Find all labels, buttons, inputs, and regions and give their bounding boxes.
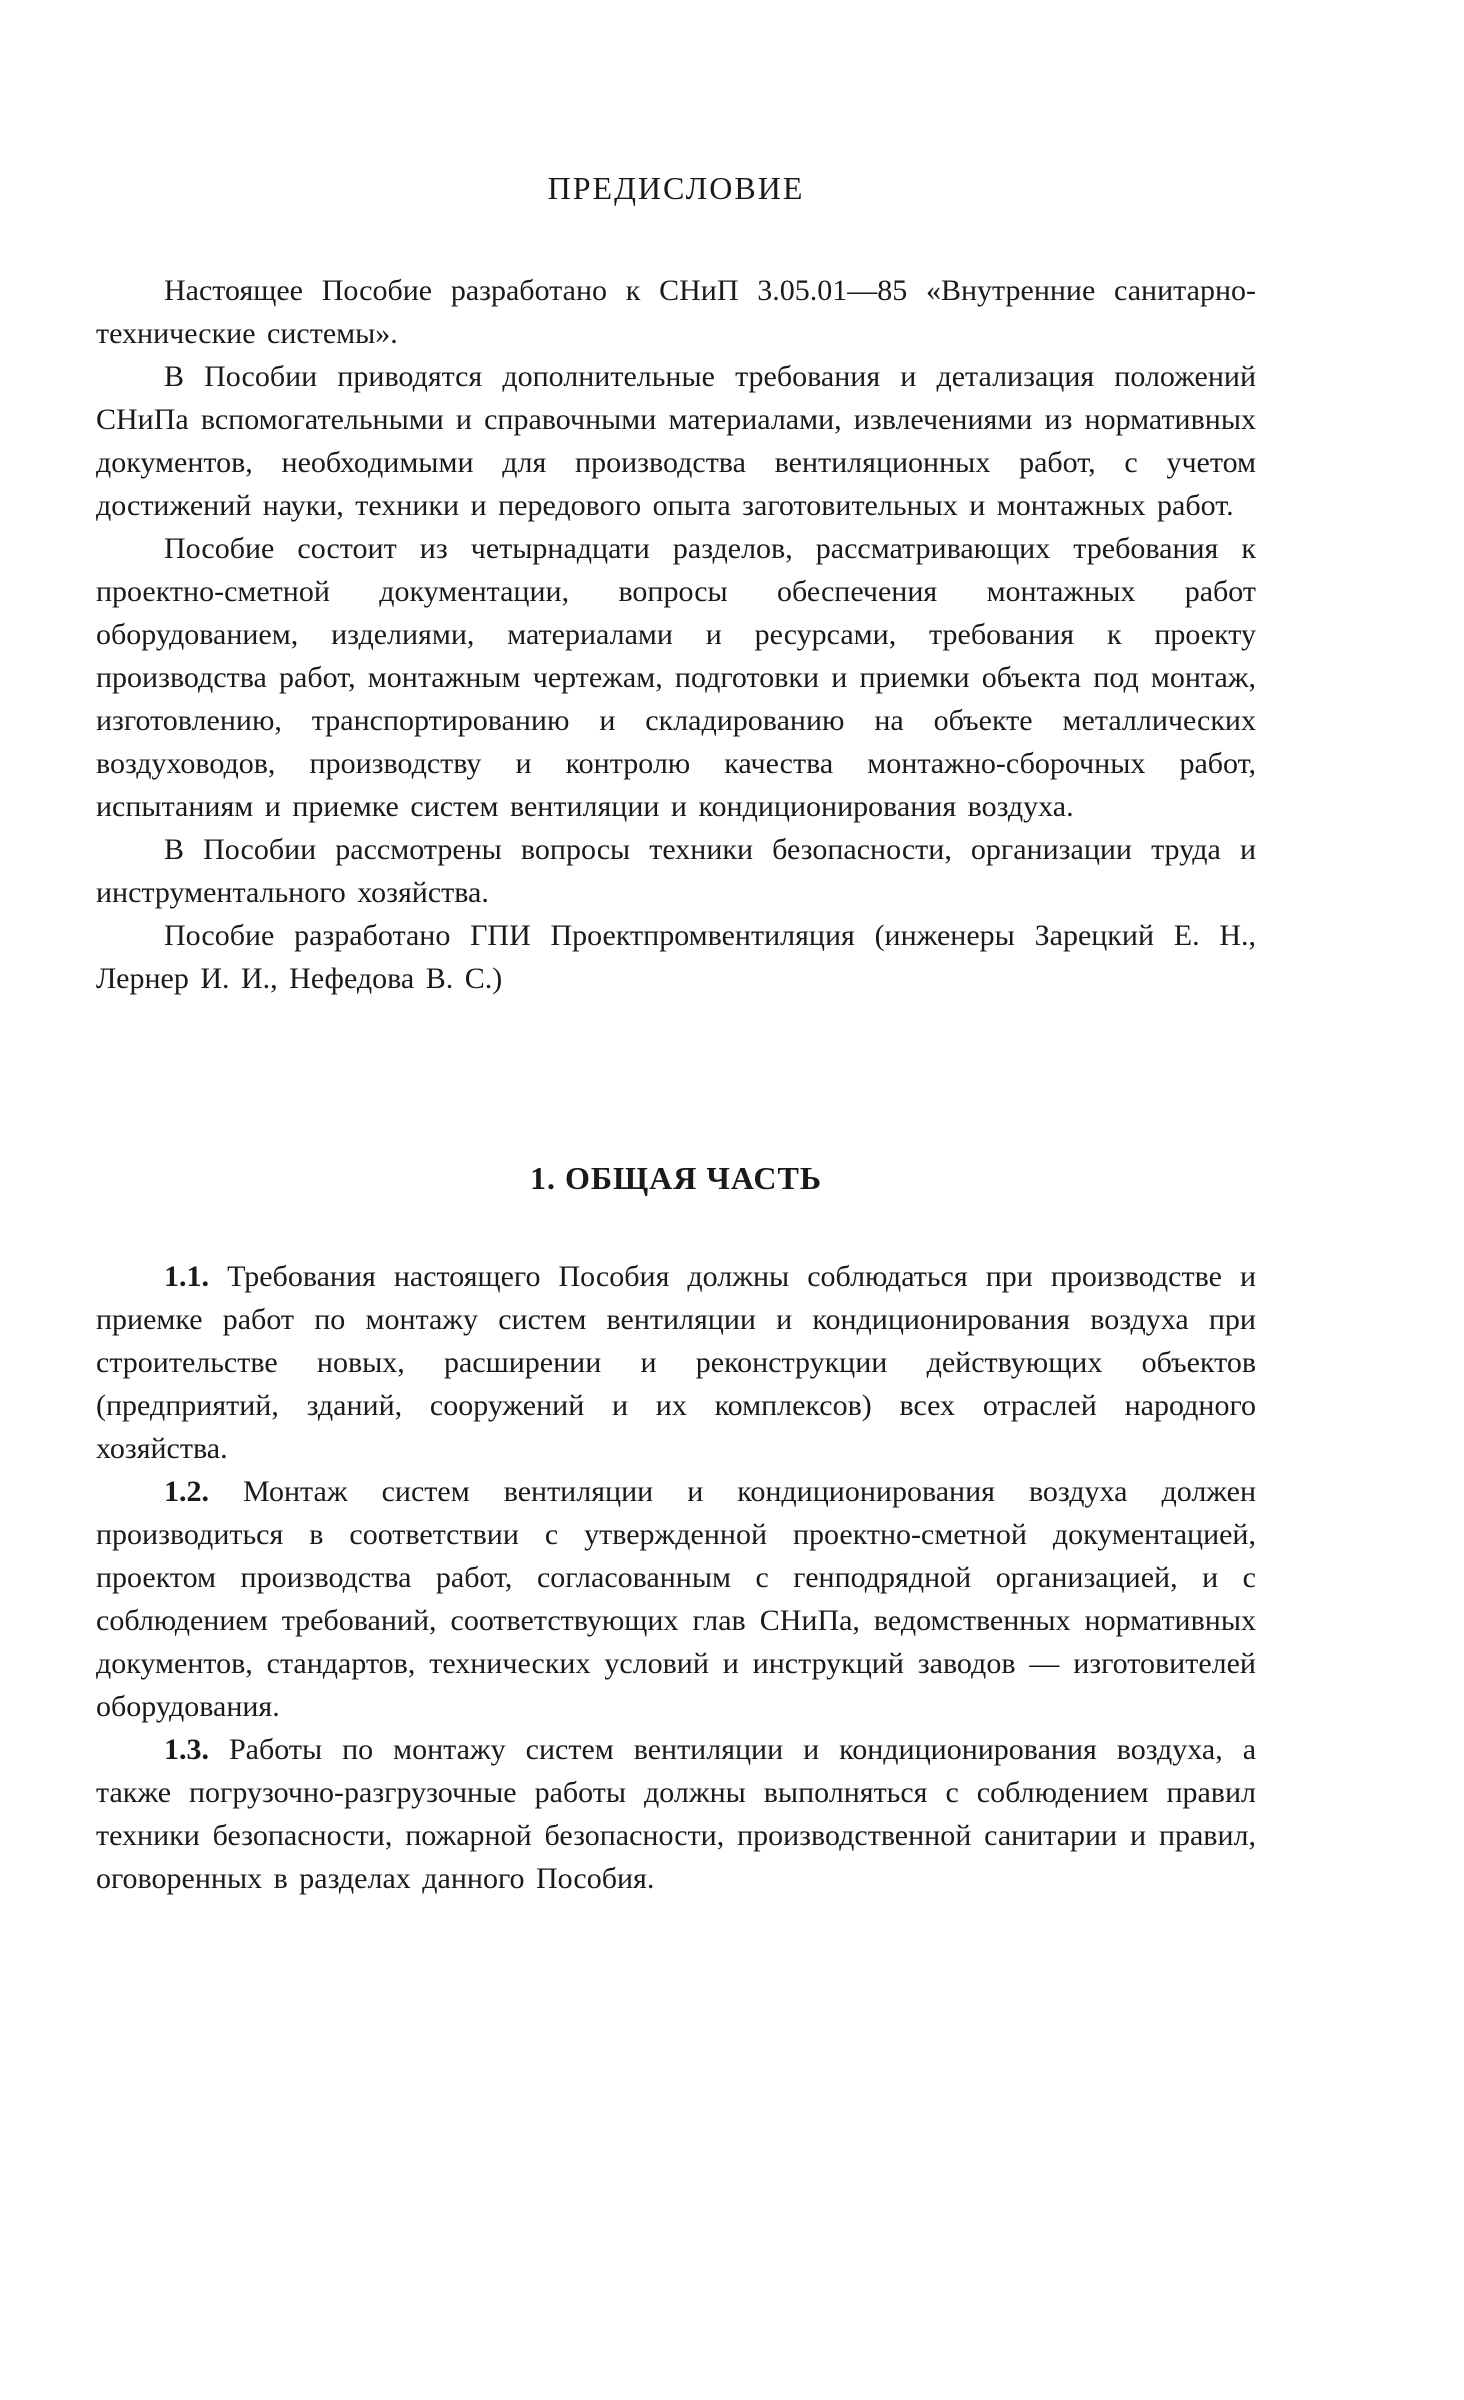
clause-number: 1.1.: [164, 1260, 209, 1293]
clause-text: Требования настоящего Пособия должны соблюдаться при производстве и приемке работ по монтажу систем вентиляции и кондиционирования воздуха при строительстве новых, расширении и реконструкции действующих объектов (предприятий, зданий, сооружений и их комплексов) всех отраслей народного хозяйства.: [96, 1260, 1257, 1465]
section-title: 1. ОБЩАЯ ЧАСТЬ: [529, 1160, 822, 1196]
clause: [96, 1728, 1256, 1900]
preface-paragraph: Настоящее Пособие разработано к СНиП 3.05.01—85 «Внутренние санитарно-технические системы».: [96, 274, 1256, 350]
preface-paragraph: В Пособии рассмотрены вопросы техники безопасности, организации труда и инструментального хозяйства.: [96, 833, 1256, 909]
preface-paragraph: Пособие состоит из четырнадцати разделов, рассматривающих требования к проектно-сметной документации, вопросы обеспечения монтажных работ оборудованием, изделиями, материалами и ресурсами, требования к проекту производства работ, монтажным чертежам, подготовки и приемки объекта под монтаж, изготовлению, транспортированию и складированию на объекте металлических воздуховодов, производству и контролю качества монтажно-сборочных работ, испытаниям и приемке систем вентиляции и кондиционирования воздуха.: [96, 532, 1256, 823]
preface-paragraph: Пособие разработано ГПИ Проектпромвентиляция (инженеры Зарецкий Е. Н., Лернер И. И., Нефедова В. С.): [96, 919, 1256, 995]
preface-paragraph: В Пособии приводятся дополнительные требования и детализация положений СНиПа вспомогательными и справочными материалами, извлечениями из нормативных документов, необходимыми для производства вентиляционных работ, с учетом достижений науки, техники и передового опыта заготовительных и монтажных работ.: [96, 360, 1256, 522]
clause-number: 1.2.: [164, 1475, 209, 1508]
preface-title: ПРЕДИСЛОВИЕ: [547, 170, 805, 206]
clause-number: 1.3.: [164, 1733, 209, 1766]
clause: [96, 1470, 1256, 1728]
clause-text: Работы по монтажу систем вентиляции и кондиционирования воздуха, а также погрузочно-разгрузочные работы должны выполняться с соблюдением правил техники безопасности, пожарной безопасности, производственной санитарии и правил, оговоренных в разделах данного Пособия.: [96, 1733, 1257, 1895]
clause-text: Монтаж систем вентиляции и кондиционирования воздуха должен производиться в соответствии с утвержденной проектно-сметной документацией, проектом производства работ, согласованным с генподрядной организацией, и с соблюдением требований, соответствующих глав СНиПа, ведомственных нормативных документов, стандартов, технических условий и инструкций заводов — изготовителей оборудования.: [96, 1475, 1257, 1723]
section-gap: [96, 1000, 1256, 1160]
section-body: [96, 1255, 1256, 1900]
clause: [96, 1255, 1256, 1470]
preface-body: [96, 269, 1256, 1000]
document-page: [96, 170, 1256, 1900]
